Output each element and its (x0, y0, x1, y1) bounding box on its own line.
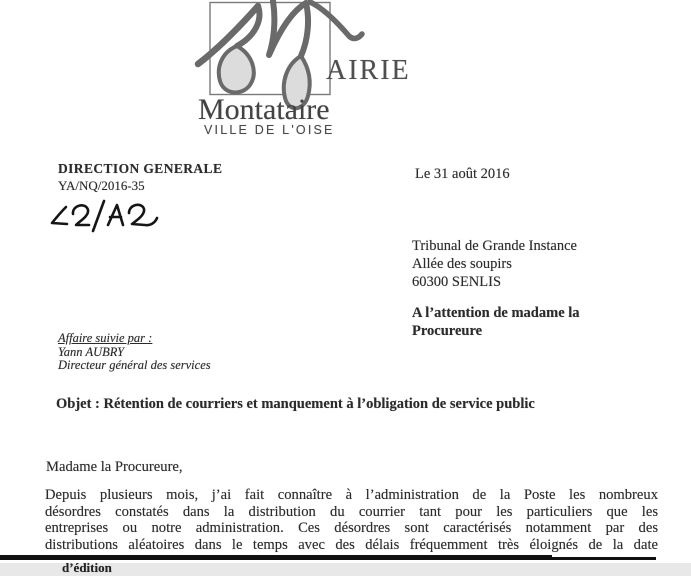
handwritten-lrar-note (48, 199, 164, 237)
body-line: entreprises ou notre administration. Ces désordres sont caractérisés notamment par des (45, 520, 658, 537)
sender-reference-number: YA/NQ/2016-35 (58, 178, 145, 193)
logo-tagline: VILLE DE L'OISE (204, 123, 335, 137)
case-handler-label: Affaire suivie par : (58, 331, 153, 345)
date-line: Le 31 août 2016 (415, 166, 510, 182)
recipient-address-block (412, 237, 577, 291)
attention-block (412, 305, 580, 340)
clipped-text: d’édition (62, 559, 112, 575)
body-line: désordres constatés dans la distribution du courrier tant pour les particuliers que les (45, 503, 658, 520)
body-line: distributions aléatoires dans le temps avec des délais fréquemment très éloignés de la date (45, 536, 658, 553)
subject-line: Objet : Rétention de courriers et manquement à l’obligation de service public (56, 396, 535, 412)
scan-artifact-bar (0, 555, 552, 560)
case-handler-name: Yann AUBRY (58, 344, 125, 359)
logo-word-suffix: AIRIE (326, 55, 411, 86)
body-paragraph (45, 487, 658, 553)
scan-artifact-bar-thin (552, 557, 656, 560)
body-line: Depuis plusieurs mois, j’ai fait connaître à l’administration de la Poste les nombreux (45, 487, 658, 503)
logo-city-name: Montataire (198, 93, 330, 126)
attention-line: Procureure (412, 322, 483, 339)
recipient-line: 60300 SENLIS (412, 274, 502, 290)
case-handler-block (58, 332, 211, 373)
salutation: Madame la Procureure, (46, 459, 183, 475)
case-handler-title: Directeur général des services (58, 358, 211, 372)
sender-department: DIRECTION GENERALE (58, 161, 223, 176)
attention-line: A l’attention de madame la (412, 305, 580, 321)
recipient-line: Tribunal de Grande Instance (412, 238, 577, 254)
recipient-line: Allée des soupirs (412, 256, 512, 272)
clipped-next-line-fragment (62, 559, 212, 575)
